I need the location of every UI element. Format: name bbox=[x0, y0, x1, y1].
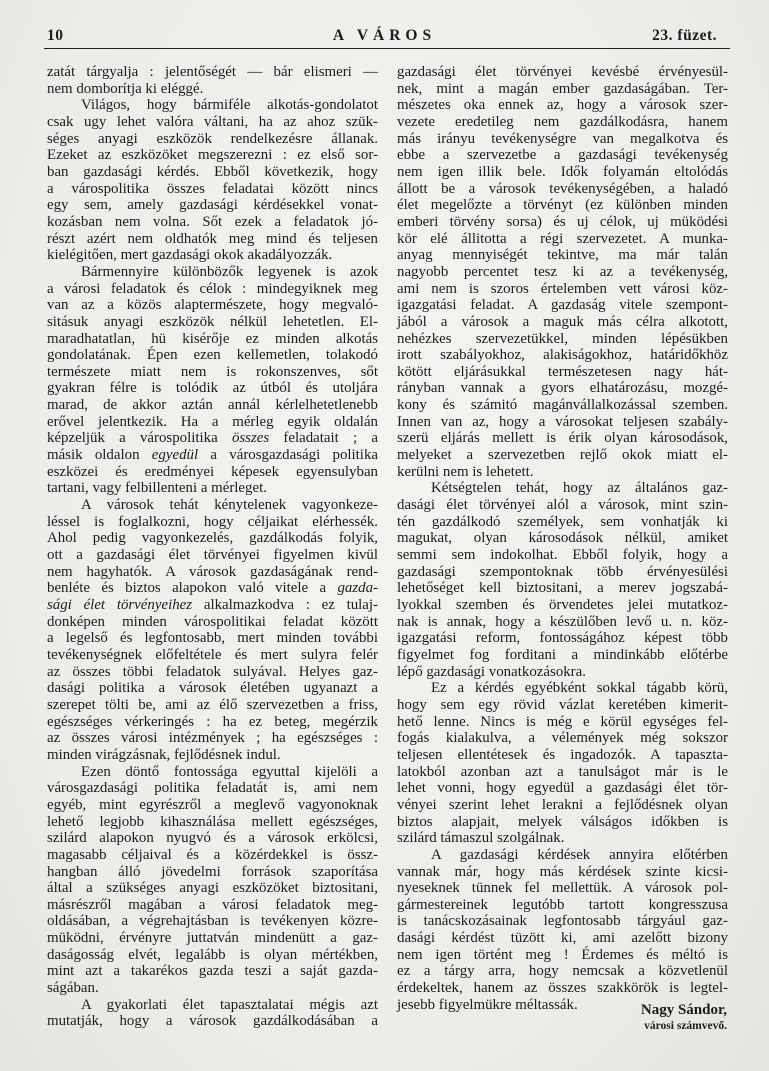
text-segment: alkalmazkodva : ez tulaj- bbox=[192, 597, 378, 613]
text-line: mutatják, hogy a városok gazdálkodásában a bbox=[47, 1013, 378, 1030]
text-line: a várospolitika összes feladatai között nincs bbox=[47, 180, 378, 197]
text-line: oldásában, a végrehajtásban is tevékenyen közre- bbox=[47, 913, 378, 930]
text-line: csak ugy lehet valóra váltani, ha az ahoz szük- bbox=[47, 113, 378, 130]
text-segment: a városgazdasági politika bbox=[198, 447, 378, 464]
text-line: A gazdasági kérdések annyira előtérben bbox=[431, 846, 728, 863]
text-line: gyakran félre is tolódik az útból és utoljára bbox=[47, 380, 378, 397]
text-line: biztos alapjait, melyek válságos időkben is bbox=[397, 813, 728, 830]
text-line: Kétségtelen tehát, hogy az általános gaz- bbox=[431, 480, 728, 497]
text-line: Ahol pedig vagyonkezelés, gazdálkodás folyik, bbox=[47, 530, 378, 547]
text-line: gármestereinek legutóbb tartott kongresszusa bbox=[397, 896, 728, 913]
text-line bbox=[47, 447, 378, 464]
text-line: kozásban nem volna. Sőt ezek a feladatok jó- bbox=[47, 213, 378, 230]
text-line: Ez a kérdés egyébként sokkal tágabb körü, bbox=[431, 680, 728, 697]
text-line: tartani, vagy felbillenteni a mérleget. bbox=[47, 480, 267, 497]
text-line: müködni, érvényre juttatván mindenütt a gaz- bbox=[47, 930, 378, 947]
text-line: szerepet tölti be, ami az élő szervezetben a friss, bbox=[47, 696, 378, 713]
italic-emphasis: összes bbox=[231, 430, 270, 447]
text-line: gazdasági szempontoknak több érvényesülési bbox=[397, 563, 728, 580]
text-line: sitásuk anyagi eszközök nélkül lehetetlen. El- bbox=[47, 313, 378, 330]
text-line: az összes többi feladatok sulyával. Helyes gaz- bbox=[47, 663, 378, 680]
text-line: az összes városi intézmények ; ha egészséges : bbox=[47, 730, 378, 747]
page-number: 10 bbox=[47, 27, 64, 44]
text-line: ságában. bbox=[47, 980, 99, 997]
text-line: magasabb céljaival és a közérdekkel is össz- bbox=[47, 846, 378, 863]
text-line: maradhatatlan, hü kisérője ez minden alkotás bbox=[47, 330, 378, 347]
text-line: dasági politika a városok életében ugyanazt a bbox=[47, 680, 378, 697]
text-line: kör elé állitotta a régi szervezetet. A munka- bbox=[397, 230, 728, 247]
text-line bbox=[47, 597, 378, 614]
text-line: szerü eljárás mellett is érik olyan károsodások, bbox=[397, 430, 728, 447]
text-line: lyokkal szemben és örvendetes jelei mutatkoz- bbox=[397, 597, 728, 613]
text-line: érdekeltek, hanem az összes szakkörök is legtel- bbox=[397, 980, 728, 997]
text-line: nehézkes szervezetükkel, minden lépésükben bbox=[397, 330, 728, 347]
text-line: által a szükséges anyagi eszközöket biztositani, bbox=[47, 880, 378, 897]
right-column bbox=[397, 64, 728, 1013]
text-line: emberi törvény sorsa) és uj célok, uj müködési bbox=[397, 213, 728, 230]
text-line: lehet vonni, hogy egyedül a gazdasági élet tör- bbox=[397, 780, 728, 797]
author-name: Nagy Sándor, bbox=[640, 1002, 727, 1018]
text-segment: képzeljük a várospolitika bbox=[47, 430, 232, 447]
italic-emphasis: egyedül bbox=[151, 447, 199, 464]
text-line: jából a városok a maguk más célra alkotott, bbox=[397, 313, 728, 330]
text-line: nak is annak, hogy a készülőben levő u. n. köz- bbox=[397, 613, 728, 630]
text-segment: benléte és biztos alapokon való vitele a bbox=[47, 580, 338, 597]
text-line: eszközei és eredményei képesek egyensulyban bbox=[47, 463, 378, 480]
text-line: ez a tárgy arra, hogy nemcsak a közvetlenül bbox=[397, 963, 728, 980]
text-line: donképen minden várospolitikai feladat között bbox=[47, 613, 378, 630]
text-line: jesebb figyelmükre méltassák. bbox=[397, 996, 578, 1013]
text-line: léssel is foglalkozni, hogy céljaikat elérhessék. bbox=[47, 513, 378, 530]
text-line: hogy sem egy rövid vázlat keretében kimerit- bbox=[397, 696, 728, 713]
text-line bbox=[47, 580, 378, 597]
text-line: fogás kialakulva, a vélemények még sokszor bbox=[397, 730, 728, 747]
text-line: A gyakorlati élet tapasztalatai mégis azt bbox=[81, 996, 378, 1013]
text-line: természete miatt nem is rokonszenves, sőt bbox=[47, 363, 378, 380]
italic-emphasis: sági élet törvényeihez bbox=[47, 597, 193, 613]
text-line: mészetes oka ennek az, hogy a városok szer- bbox=[397, 97, 728, 114]
text-line: kielégitően, mert gazdasági okok akadályozzák. bbox=[47, 247, 333, 264]
text-line: kony és számitó magánvállalkozással szemben. bbox=[397, 397, 728, 414]
text-line: ott a gazdasági élet törvényei figyelmen kivül bbox=[47, 547, 378, 564]
text-line: Világos, hogy bármiféle alkotás-gondolatot bbox=[81, 97, 378, 114]
text-segment: másik oldalon bbox=[47, 447, 152, 464]
text-line: Ezen döntő fontossága egyuttal kijelöli a bbox=[81, 763, 378, 780]
text-line: latokból azonban azt a tanulságot már is le bbox=[397, 763, 728, 780]
text-line: másrészről magában a városi feladatok meg- bbox=[47, 896, 378, 913]
text-line: vannak már, hogy más kérdések szinte kicsi- bbox=[397, 863, 728, 880]
text-line: tén gazdálkodó személyek, sem vonhatják ki bbox=[397, 513, 728, 530]
text-line: erővel jelentkezik. Ha a mérleg egyik oldalán bbox=[47, 413, 378, 430]
text-line: nem hagyhatók. A városok gazdaságának rend- bbox=[47, 563, 378, 580]
text-line: hető lenne. Nincs is még e körül egységes fel- bbox=[397, 713, 728, 730]
text-line: mint azt a takarékos gazda teszi a saját gazda- bbox=[47, 963, 378, 980]
text-line: gondolatának. Épen ezen kellemetlen, tolakodó bbox=[47, 347, 378, 364]
text-line: magukat, olyan károsodások nélkül, amiket bbox=[397, 530, 728, 547]
text-line: semmi sem indokolhat. Ebből folyik, hogy a bbox=[397, 547, 728, 564]
author-role: városi számvevő. bbox=[644, 1020, 727, 1032]
text-line: Bármennyire különbözők legyenek is azok bbox=[81, 263, 378, 280]
text-line: ebbe a szervezetbe a gazdasági tevékenység bbox=[397, 147, 728, 164]
text-line: anyag mennyiségét tekintve, ma már talán bbox=[397, 247, 728, 264]
text-line: állott be a városok tevékenységében, a haladó bbox=[397, 180, 728, 197]
text-segment: feladatait ; a bbox=[269, 430, 378, 447]
text-line: egészséges vérkeringés : ha ez beteg, megérzik bbox=[47, 713, 378, 730]
text-line: ami nem is szoros értelemben vett városi köz- bbox=[397, 280, 728, 297]
text-line: egyéb, mint egyrészről a meglevő vagyonoknak bbox=[47, 796, 378, 813]
text-line: más irányu tevékenységre van megalkotva és bbox=[397, 130, 728, 147]
left-column bbox=[47, 64, 378, 1030]
text-line: minden virágzásnak, fejlődésnek indul. bbox=[47, 746, 281, 763]
journal-title: A VÁROS bbox=[332, 27, 437, 44]
text-line: vezete eredetileg nem gazdálkodásra, hanem bbox=[397, 113, 728, 130]
text-line: irott szabályokhoz, alakiságokhoz, határidőkhöz bbox=[397, 347, 728, 364]
text-line: tevékenységnek előfeltétele és mert sulyra felér bbox=[47, 646, 378, 663]
text-line: daságosság elvét, legalább is olyan mértékben, bbox=[47, 946, 378, 963]
text-line bbox=[47, 430, 378, 447]
text-line: is tanácskozásainak legfontosabb tárgyául gaz- bbox=[397, 913, 728, 930]
text-line: Innen van az, hogy a városokat teljesen szabály- bbox=[397, 413, 728, 430]
text-line: rányban vannak a gyors elhatározásu, mozgé- bbox=[397, 380, 728, 397]
text-line: lépő gazdasági vonatkozásokra. bbox=[397, 663, 586, 680]
text-line: nyeseknek tünnek fel mellettük. A városok pol- bbox=[397, 880, 728, 897]
text-line: ban gazdasági kérdés. Ebből következik, hogy bbox=[47, 163, 378, 180]
text-line: gazdasági élet törvényei kevésbé érvényesül- bbox=[397, 64, 728, 80]
text-line: városgazdasági politika feladatát is, ami nem bbox=[47, 780, 378, 797]
text-line: a városi feladatok és célok : mindegyiknek meg bbox=[47, 280, 378, 297]
text-line: zatát tárgyalja : jelentőségét — bár elismeri — bbox=[47, 64, 378, 80]
text-line: A városok tehát kénytelenek vagyonkeze- bbox=[81, 497, 378, 514]
text-line: nek, mint a magán ember gazdaságában. Ter- bbox=[397, 80, 728, 97]
italic-emphasis: gazda- bbox=[337, 580, 378, 597]
text-line: egy sem, amely gazdasági kérdésekkel vonat- bbox=[47, 197, 378, 214]
text-line: lehetőséget kell biztositani, a merev jogszabá- bbox=[397, 580, 728, 597]
text-line: van az a közös alaptermészete, hogy megvaló- bbox=[47, 297, 378, 314]
text-line: vényei szerint lehet lerakni a fejlődésnek olyan bbox=[397, 796, 728, 813]
text-line: szilárd alapokon nyugvó és a városok erkölcsi, bbox=[47, 830, 378, 847]
text-line: figyelmet fog forditani a mindinkább előtérbe bbox=[397, 646, 728, 663]
text-line: hangban álló jövedelmi források szaporítása bbox=[47, 863, 378, 880]
text-line: élet megelőzte a törvényt (ez különben minden bbox=[397, 197, 728, 214]
text-line: lehető legjobb kihasználása mellett egészséges, bbox=[47, 813, 378, 830]
text-line: dasági kérdést tüzött ki, ami azelőtt bizony bbox=[397, 930, 728, 947]
text-line: igazgatási feladat. A gazdaság vitele szempont- bbox=[397, 297, 728, 314]
text-line: Ezeket az eszközöket megszerezni : ez első sor- bbox=[47, 147, 378, 164]
text-line: nem igen történt meg ! Érdemes és méltó is bbox=[397, 946, 728, 963]
text-line: részt azért nem oldhatók meg mind és teljesen bbox=[47, 230, 378, 247]
text-line: nem domborítja ki eléggé. bbox=[47, 80, 204, 97]
text-line: nagyobb percentet tesz ki az a tevékenység, bbox=[397, 263, 728, 280]
text-line: szilárd támaszul szolgálnak. bbox=[397, 830, 565, 847]
text-line: kerülni nem is lehetett. bbox=[397, 463, 534, 480]
text-line: igazgatási reform, fontosságához képest több bbox=[397, 630, 728, 647]
text-line: teljesen ellentétesek és ingadozók. A tapaszta- bbox=[397, 746, 728, 763]
text-line: a legelső és legfontosabb, mert minden további bbox=[47, 630, 378, 647]
text-line: melyeket a szervezetben rejlő okok miatt el- bbox=[397, 447, 728, 464]
text-line: marad, de akkor aztán annál kérlelhetetlenebb bbox=[47, 397, 378, 414]
issue-number: 23. füzet. bbox=[652, 27, 717, 44]
header-rule bbox=[44, 48, 730, 49]
text-line: dasági élet törvényei alól a városok, mint szin- bbox=[397, 497, 728, 514]
text-line: kötött eljárásukkal természetesen nagy hát- bbox=[397, 363, 728, 380]
text-line: nem igen illik bele. Idők folyamán eltolódás bbox=[397, 163, 728, 180]
text-line: séges anyagi eszközök rendelkezésre állanak. bbox=[47, 130, 378, 147]
